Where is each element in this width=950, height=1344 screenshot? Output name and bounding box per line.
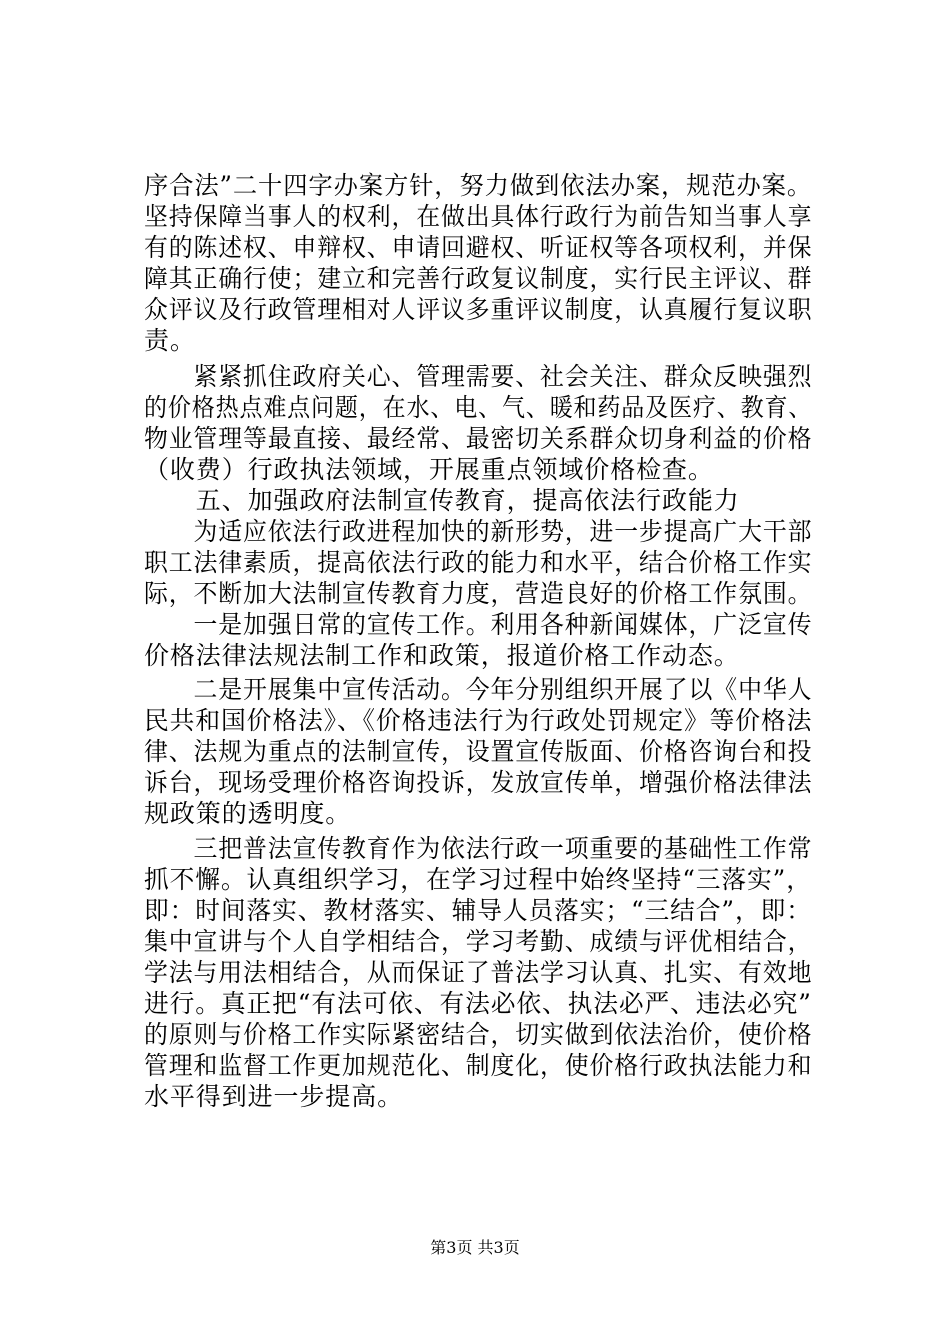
text-line: 紧紧抓住政府关心、管理需要、社会关注、群众反映强烈: [144, 362, 813, 391]
text-line: 律、法规为重点的法制宣传，设置宣传版面、价格咨询台和投: [144, 737, 813, 766]
page-footer: 第3页 共3页: [430, 1238, 520, 1257]
text-line: 有的陈述权、申辩权、申请回避权、听证权等各项权利，并保: [144, 233, 813, 262]
text-line: 诉台，现场受理价格咨询投诉，发放宣传单，增强价格法律法: [144, 768, 813, 797]
text-line: 二是开展集中宣传活动。今年分别组织开展了以《中华人: [144, 675, 813, 704]
text-line: 序合法”二十四字办案方针，努力做到依法办案，规范办案。: [144, 171, 813, 200]
text-line: 的原则与价格工作实际紧密结合，切实做到依法治价，使价格: [144, 1020, 813, 1049]
text-line: 进行。真正把“有法可依、有法必依、执法必严、违法必究”: [144, 989, 812, 1018]
text-line: 规政策的透明度。: [144, 799, 352, 828]
text-line: 的价格热点难点问题，在水、电、气、暖和药品及医疗、教育、: [144, 393, 813, 422]
text-line: 抓不懈。认真组织学习，在学习过程中始终坚持“三落实”，: [144, 865, 812, 894]
text-line: 坚持保障当事人的权利，在做出具体行政行为前告知当事人享: [144, 202, 813, 231]
text-line: 水平得到进一步提高。: [144, 1082, 404, 1111]
text-line: 职工法律素质，提高依法行政的能力和水平，结合价格工作实: [144, 548, 813, 577]
text-line: 为适应依法行政进程加快的新形势，进一步提高广大干部: [144, 517, 813, 546]
text-line: 三把普法宣传教育作为依法行政一项重要的基础性工作常: [144, 834, 813, 863]
text-line: 物业管理等最直接、最经常、最密切关系群众切身利益的价格: [144, 424, 813, 453]
text-line: 管理和监督工作更加规范化、制度化，使价格行政执法能力和: [144, 1051, 813, 1080]
text-line: 众评议及行政管理相对人评议多重评议制度，认真履行复议职: [144, 295, 813, 324]
text-line: （收费）行政执法领域，开展重点领域价格检查。: [144, 455, 714, 484]
text-line: 学法与用法相结合，从而保证了普法学习认真、扎实、有效地: [144, 958, 813, 987]
text-line: 集中宣讲与个人自学相结合，学习考勤、成绩与评优相结合，: [144, 927, 813, 956]
text-line: 际，不断加大法制宣传教育力度，营造良好的价格工作氛围。: [144, 579, 813, 608]
text-line: 一是加强日常的宣传工作。利用各种新闻媒体，广泛宣传: [144, 610, 813, 639]
text-line: 价格法律法规法制工作和政策，报道价格工作动态。: [144, 641, 740, 670]
section-heading: 五、加强政府法制宣传教育，提高依法行政能力: [144, 486, 740, 515]
text-line: 民共和国价格法》、《价格违法行为行政处罚规定》等价格法: [144, 706, 813, 735]
text-line: 责。: [144, 326, 196, 355]
text-line: 障其正确行使；建立和完善行政复议制度，实行民主评议、群: [144, 264, 813, 293]
text-line: 即：时间落实、教材落实、辅导人员落实；“三结合”，即：: [144, 896, 812, 925]
